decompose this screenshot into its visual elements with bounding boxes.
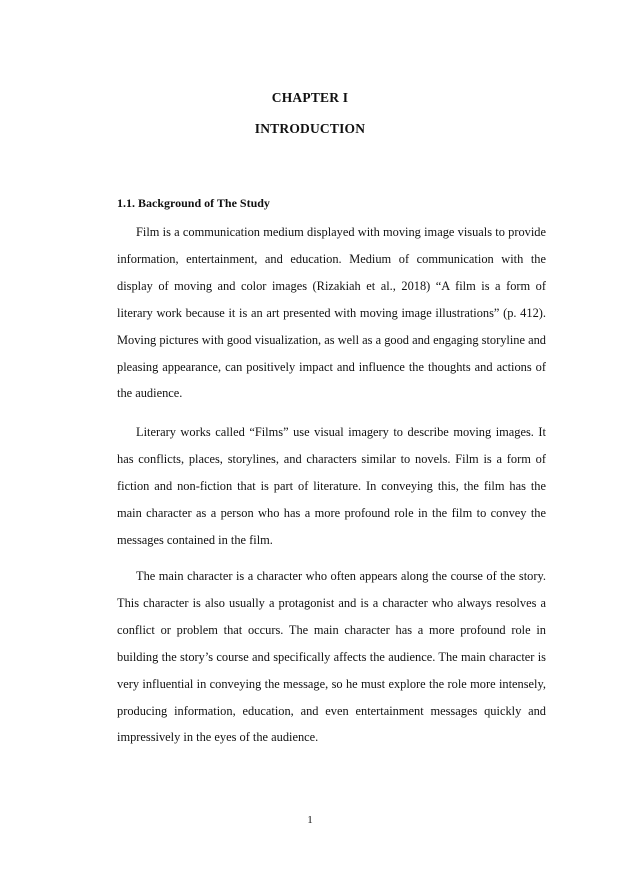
chapter-number: CHAPTER I (271, 90, 349, 105)
paragraph (117, 419, 546, 554)
paragraph (117, 219, 546, 407)
section-heading: 1.1. Background of The Study (117, 196, 270, 210)
page-number: 1 (307, 814, 313, 826)
paragraph-text: Literary works called “Films” use visual imagery to describe moving images. It has conflicts, places, storylines, and characters similar to novels. Film is a form of fiction and non-fiction that is part of literature. In conveying this, the film has the main character as a person who has a more profound role in the film to convey the messages contained in the film. (117, 425, 546, 547)
chapter-title: INTRODUCTION (254, 121, 366, 136)
paragraph (117, 563, 546, 751)
paragraph-text: Film is a communication medium displayed with moving image visuals to provide information, entertainment, and education. Medium of communication with the display of moving and color images (Rizakiah et al., 2018) “A film is a form of literary work because it is an art presented with moving image illustrations” (p. 412). Moving pictures with good visualization, as well as a good and engaging storyline and pleasing appearance, can positively impact and influence the thoughts and actions of the audience. (117, 225, 546, 401)
paragraph-text: The main character is a character who often appears along the course of the story. This character is also usually a protagonist and is a character who always resolves a conflict or problem that occurs. The main character has a more profound role in building the story’s course and specifically affects the audience. The main character is very influential in conveying the message, so he must explore the role more intensely, producing information, education, and even entertainment messages quickly and impressively in the eyes of the audience. (117, 569, 546, 745)
